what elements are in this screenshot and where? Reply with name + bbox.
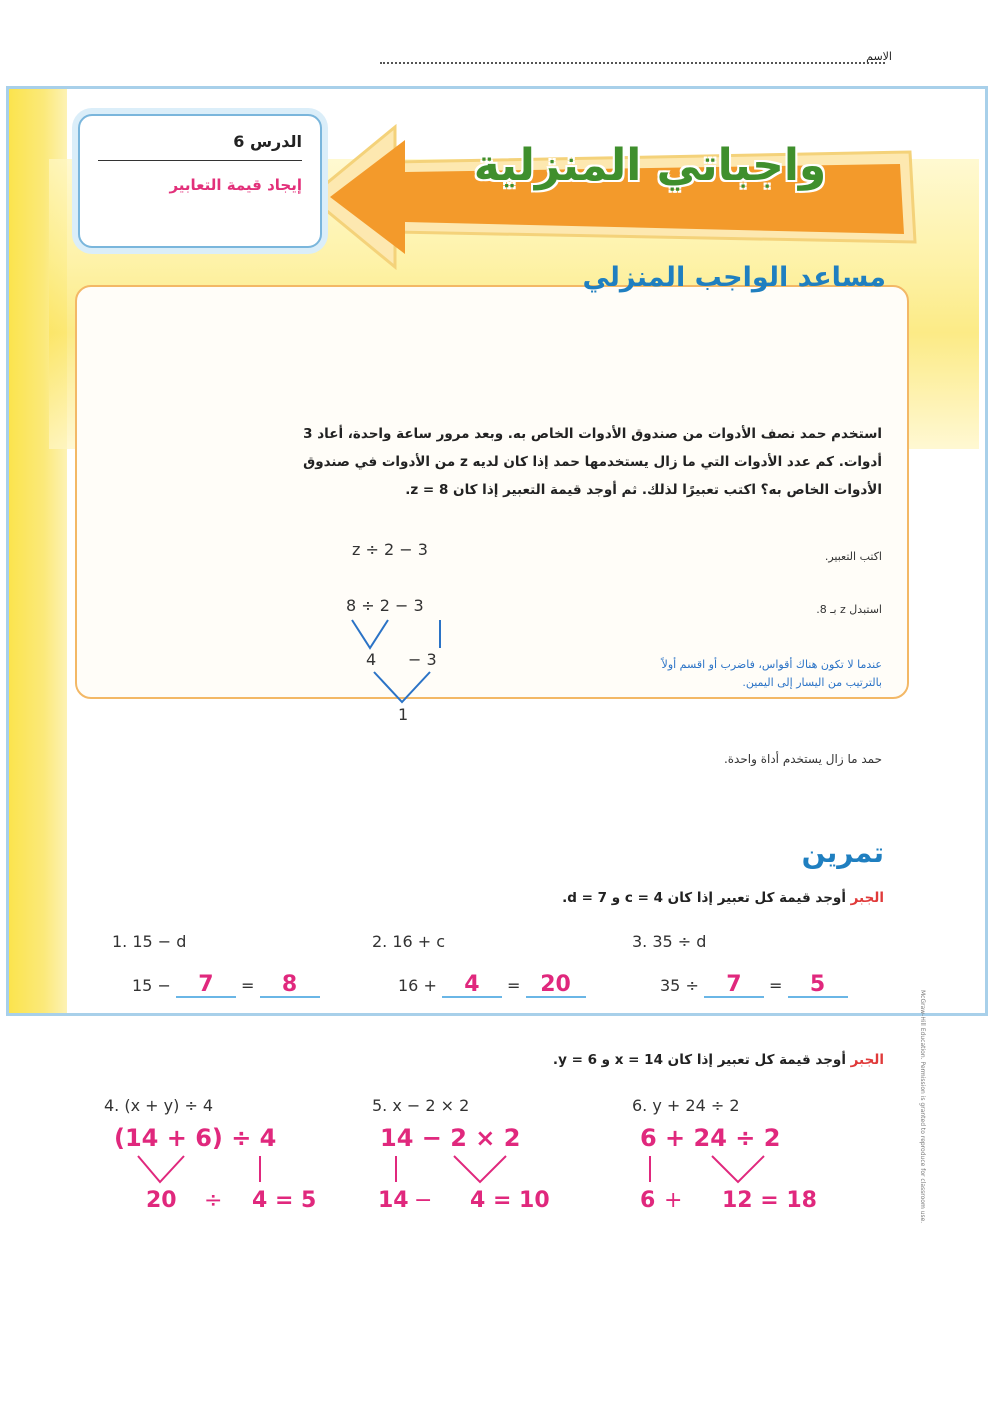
step3-left-value: 4 xyxy=(366,650,377,669)
step3-right-value: − 3 xyxy=(408,650,437,669)
helper-conclusion: حمد ما زال يستخدم أداة واحدة. xyxy=(723,752,882,766)
exercise-3-blank-1[interactable]: 7 xyxy=(704,974,764,998)
exercise-1-answer xyxy=(132,974,320,998)
exercise-1-blank-2[interactable]: 8 xyxy=(260,974,320,998)
instruction-1-text: أوجد قيمة كل تعبير إذا كان c = 4 و d = 7. xyxy=(562,890,846,906)
lesson-number: الدرس 6 xyxy=(233,132,302,151)
exercise-6-result-right: 12 = 18 xyxy=(722,1188,817,1213)
exercise-1-blank-1[interactable]: 7 xyxy=(176,974,236,998)
exercise-5-label: 5. x − 2 × 2 xyxy=(372,1096,470,1115)
exercise-3-answer xyxy=(660,974,848,998)
instruction-2-text: أوجد قيمة كل تعبير إذا كان x = 14 و y = 6. xyxy=(552,1052,846,1068)
exercise-2-blank-1[interactable]: 4 xyxy=(442,974,502,998)
exercise-4-result-right: 4 = 5 xyxy=(252,1188,317,1213)
practice-title: تمرين xyxy=(801,836,884,869)
step4-result: 1 xyxy=(398,705,409,724)
exercise-3-blank-2[interactable]: 5 xyxy=(788,974,848,998)
exercise-3-label: 3. 35 ÷ d xyxy=(632,932,707,951)
exercise-4-result-op: ÷ xyxy=(204,1188,223,1213)
exercise-2-prefix: 16 + xyxy=(398,976,437,995)
exercise-3-prefix: 35 ÷ xyxy=(660,976,699,995)
name-field-line[interactable] xyxy=(380,62,885,64)
lesson-card xyxy=(78,114,322,248)
exercise-3-equals: = xyxy=(769,976,783,995)
practice-instruction-1 xyxy=(562,890,884,906)
lesson-title: إيجاد قيمة التعابير xyxy=(169,176,302,194)
homework-banner-title: واجباتي المنزلية xyxy=(473,140,827,191)
exercise-5-result-op: − xyxy=(414,1188,433,1213)
algebra-label-2: الجبر xyxy=(850,1052,884,1068)
exercise-4-label: 4. (x + y) ÷ 4 xyxy=(104,1096,214,1115)
algebra-label: الجبر xyxy=(850,890,884,906)
step2-label: استبدل z بـ 8. xyxy=(816,603,882,616)
exercise-5-work: 14 − 2 × 2 xyxy=(380,1124,521,1152)
exercise-1-label: 1. 15 − d xyxy=(112,932,187,951)
exercise-5-tree xyxy=(384,1152,524,1188)
exercise-6-label: 6. y + 24 ÷ 2 xyxy=(632,1096,740,1115)
exercise-2-equals: = xyxy=(507,976,521,995)
order-of-operations-tree xyxy=(344,616,454,716)
lesson-divider xyxy=(98,160,302,161)
exercise-6-result-left: 6 xyxy=(640,1188,656,1213)
exercise-1-prefix: 15 − xyxy=(132,976,171,995)
practice-instruction-2 xyxy=(553,1052,884,1068)
copyright-credit: McGraw-Hill Education. Permission is granted to reproduce for classroom use. xyxy=(919,990,926,1224)
exercise-2-answer xyxy=(398,974,586,998)
exercise-1-equals: = xyxy=(241,976,255,995)
exercise-5-result-left: 14 xyxy=(378,1188,409,1213)
exercise-5-result-right: 4 = 10 xyxy=(470,1188,550,1213)
step3-tip: عندما لا تكون هناك أقواس، فاضرب أو اقسم أولاً بالترتيب من اليسار إلى اليمين. xyxy=(661,658,882,689)
step1-label: اكتب التعبير. xyxy=(824,550,882,563)
exercise-4-work: (14 + 6) ÷ 4 xyxy=(114,1124,277,1152)
name-label: الاسم xyxy=(866,50,892,63)
exercise-6-tree xyxy=(638,1152,778,1188)
helper-problem-text: استخدم حمد نصف الأدوات من صندوق الأدوات الخاص به. وبعد مرور ساعة واحدة، أعاد 3 أدوات. كم عدد الأدوات التي ما زال يستخدمها حمد إذا كان لديه z من الأدوات في صندوق الأدوات الخاص به؟ اكتب تعبيرًا لذلك. ثم أوجد قيمة التعبير إذا كان z = 8. xyxy=(303,426,882,498)
exercise-2-blank-2[interactable]: 20 xyxy=(526,974,586,998)
homework-helper-title: مساعد الواجب المنزلي xyxy=(582,262,886,293)
exercise-2-label: 2. 16 + c xyxy=(372,932,446,951)
exercise-4-tree xyxy=(130,1152,280,1188)
exercise-6-result-op: + xyxy=(664,1188,683,1213)
exercise-6-work: 6 + 24 ÷ 2 xyxy=(640,1124,781,1152)
step1-expression: z ÷ 2 − 3 xyxy=(352,540,428,559)
exercise-4-result-left: 20 xyxy=(146,1188,177,1213)
step2-expression: 8 ÷ 2 − 3 xyxy=(346,596,424,615)
